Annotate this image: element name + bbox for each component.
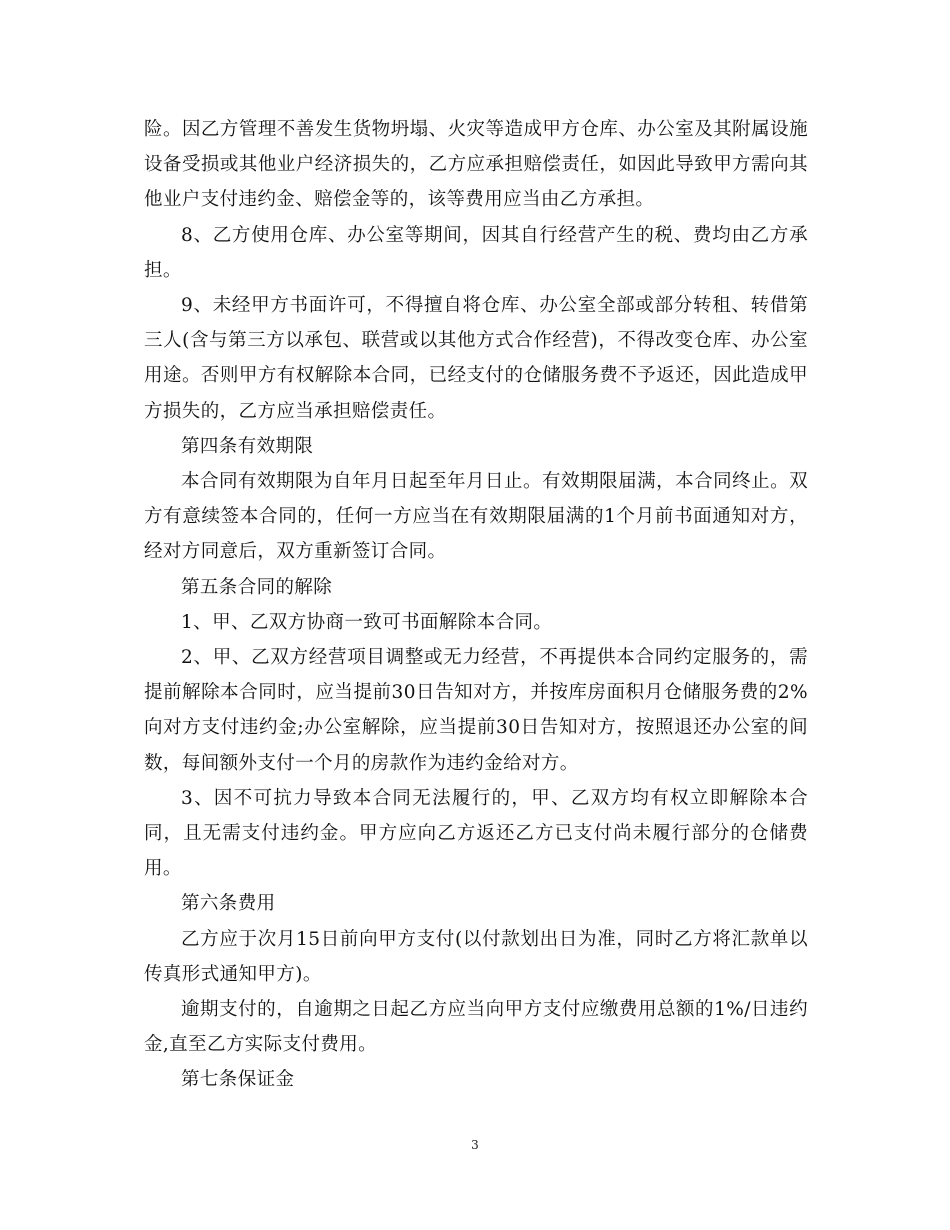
paragraph-termination-3: 3、因不可抗力导致本合同无法履行的，甲、乙双方均有权立即解除本合同，且无需支付违约金。甲方应向乙方返还乙方已支付尚未履行部分的仓储费用。 [144, 787, 808, 880]
paragraph-clause-3-7-continued: 险。因乙方管理不善发生货物坍塌、火灾等造成甲方仓库、办公室及其附属设施设备受损或其他业户经济损失的，乙方应承担赔偿责任，如因此导致甲方需向其他业户支付违约金、赔偿金等的，该等费用应当由乙方承担。 [144, 119, 808, 211]
paragraph-validity-term: 本合同有效期限为自年月日起至年月日止。有效期限届满，本合同终止。双方有意续签本合同的，任何一方应当在有效期限届满的1个月前书面通知对方，经对方同意后，双方重新签订合同。 [144, 471, 808, 563]
paragraph-clause-3-8: 8、乙方使用仓库、办公室等期间，因其自行经营产生的税、费均由乙方承担。 [144, 224, 808, 281]
paragraph-fees-payment: 乙方应于次月15日前向甲方支付(以付款划出日为准，同时乙方将汇款单以传真形式通知甲方)。 [144, 928, 808, 985]
document-body [144, 112, 808, 1098]
heading-article-6: 第六条费用 [181, 893, 276, 915]
heading-article-5: 第五条合同的解除 [181, 576, 333, 598]
heading-article-7: 第七条保证金 [181, 1069, 295, 1091]
page-number: 3 [471, 1138, 479, 1152]
paragraph-clause-3-9: 9、未经甲方书面许可，不得擅自将仓库、办公室全部或部分转租、转借第三人(含与第三方以承包、联营或以其他方式合作经营)，不得改变仓库、办公室用途。否则甲方有权解除本合同，已经支付的仓储服务费不予返还，因此造成甲方损失的，乙方应当承担赔偿责任。 [144, 295, 808, 422]
paragraph-termination-2: 2、甲、乙双方经营项目调整或无力经营，不再提供本合同约定服务的，需提前解除本合同时，应当提前30日告知对方，并按库房面积月仓储服务费的2%向对方支付违约金;办公室解除，应当提前30日告知对方，按照退还办公室的间数，每间额外支付一个月的房款作为违约金给对方。 [144, 647, 808, 774]
paragraph-termination-1: 1、甲、乙双方协商一致可书面解除本合同。 [181, 611, 553, 633]
heading-article-4: 第四条有效期限 [181, 435, 314, 457]
paragraph-fees-late-penalty: 逾期支付的，自逾期之日起乙方应当向甲方支付应缴费用总额的1%/日违约金,直至乙方实际支付费用。 [144, 999, 808, 1056]
